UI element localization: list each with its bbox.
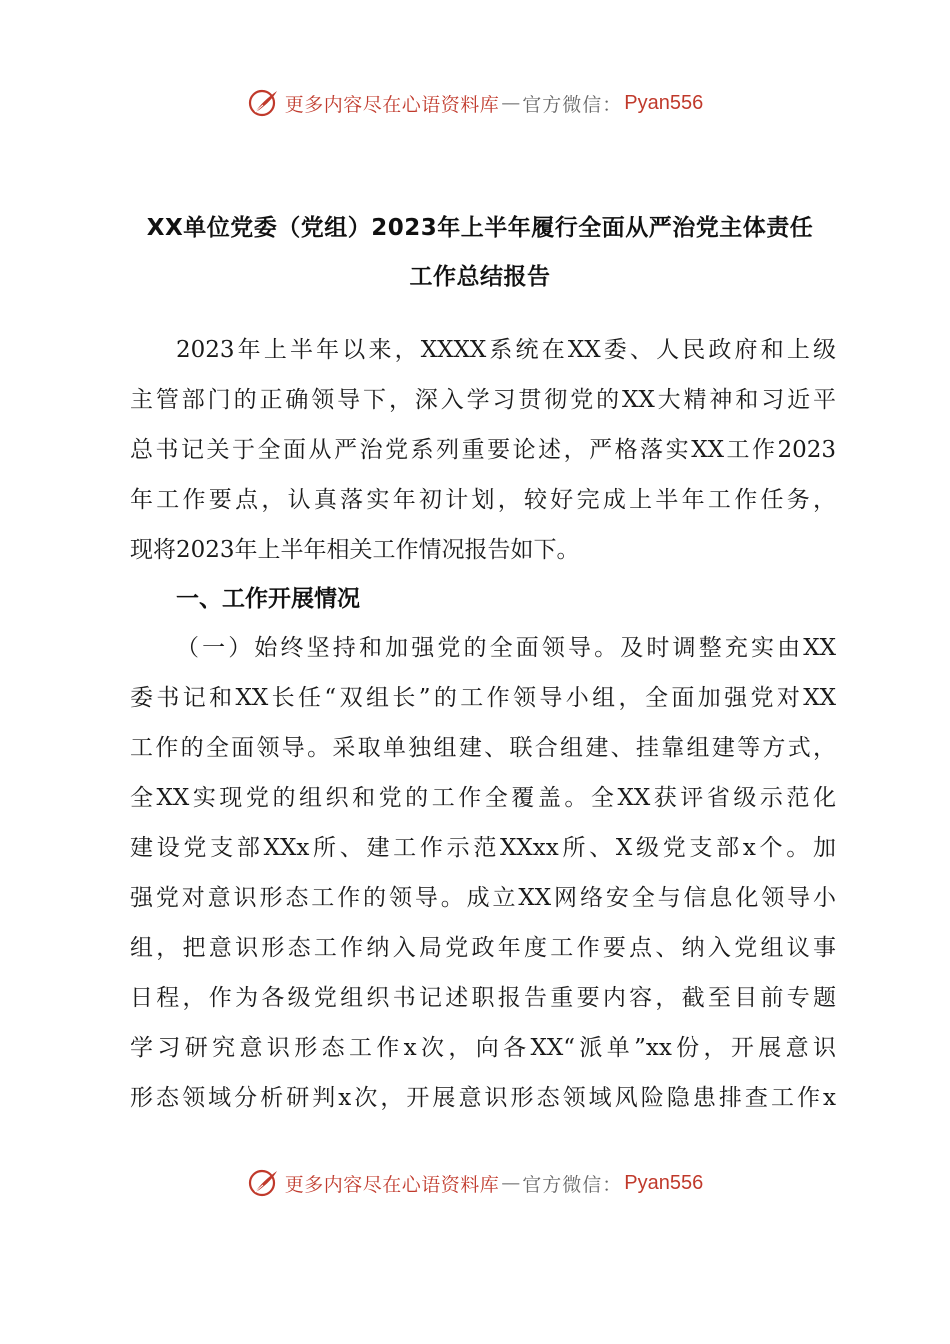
- section-paragraph: [130, 623, 836, 1123]
- header-banner: [0, 83, 950, 123]
- paragraph-line: 学习研究意识形态工作x次，向各XX“派单”xx份，开展意识: [130, 1035, 836, 1061]
- paragraph-line: （一）始终坚持和加强党的全面领导。及时调整充实由XX: [176, 635, 836, 661]
- paragraph-line: 主管部门的正确领导下，深入学习贯彻党的XX大精神和习近平: [130, 387, 836, 413]
- banner-wechat-label: 官方微信：: [522, 93, 623, 116]
- paragraph-line: 全XX实现党的组织和党的工作全覆盖。全XX获评省级示范化: [130, 785, 836, 811]
- banner-brand-text: 更多内容尽在心语资料库: [284, 93, 500, 116]
- banner-separator: —: [501, 1172, 521, 1194]
- paragraph-line: 现将2023年上半年相关工作情况报告如下。: [130, 537, 580, 563]
- banner-wechat-label: 官方微信：: [522, 1173, 623, 1196]
- section-heading: 一、工作开展情况: [176, 586, 360, 612]
- document-title-line2: 工作总结报告: [409, 264, 551, 290]
- paragraph-line: 强党对意识形态工作的领导。成立XX网络安全与信息化领导小: [130, 885, 836, 911]
- quill-pen-circle-icon: [247, 1166, 281, 1200]
- banner-wechat-handle: Pyan556: [624, 91, 704, 114]
- intro-paragraph: [130, 325, 836, 575]
- paragraph-line: 2023年上半年以来，XXXX系统在XX委、人民政府和上级: [176, 337, 836, 363]
- paragraph-line: 日程，作为各级党组织书记述职报告重要内容，截至目前专题: [130, 985, 836, 1011]
- banner-brand-text: 更多内容尽在心语资料库: [284, 1173, 500, 1196]
- banner-separator: —: [501, 92, 521, 114]
- paragraph-line: 工作的全面领导。采取单独组建、联合组建、挂靠组建等方式，: [130, 735, 836, 761]
- footer-banner: [0, 1163, 950, 1203]
- document-title-line1: XX单位党委（党组）2023年上半年履行全面从严治党主体责任: [146, 215, 814, 241]
- paragraph-line: 年工作要点，认真落实年初计划，较好完成上半年工作任务，: [130, 487, 836, 513]
- paragraph-line: 总书记关于全面从严治党系列重要论述，严格落实XX工作2023: [130, 437, 836, 463]
- quill-pen-circle-icon: [247, 86, 281, 120]
- paragraph-line: 建设党支部XXx所、建工作示范XXxx所、X级党支部x个。加: [130, 835, 836, 861]
- banner-wechat-handle: Pyan556: [624, 1171, 704, 1194]
- paragraph-line: 组，把意识形态工作纳入局党政年度工作要点、纳入党组议事: [130, 935, 836, 961]
- paragraph-line: 形态领域分析研判x次，开展意识形态领域风险隐患排查工作x: [130, 1085, 836, 1111]
- paragraph-line: 委书记和XX长任“双组长”的工作领导小组，全面加强党对XX: [130, 685, 836, 711]
